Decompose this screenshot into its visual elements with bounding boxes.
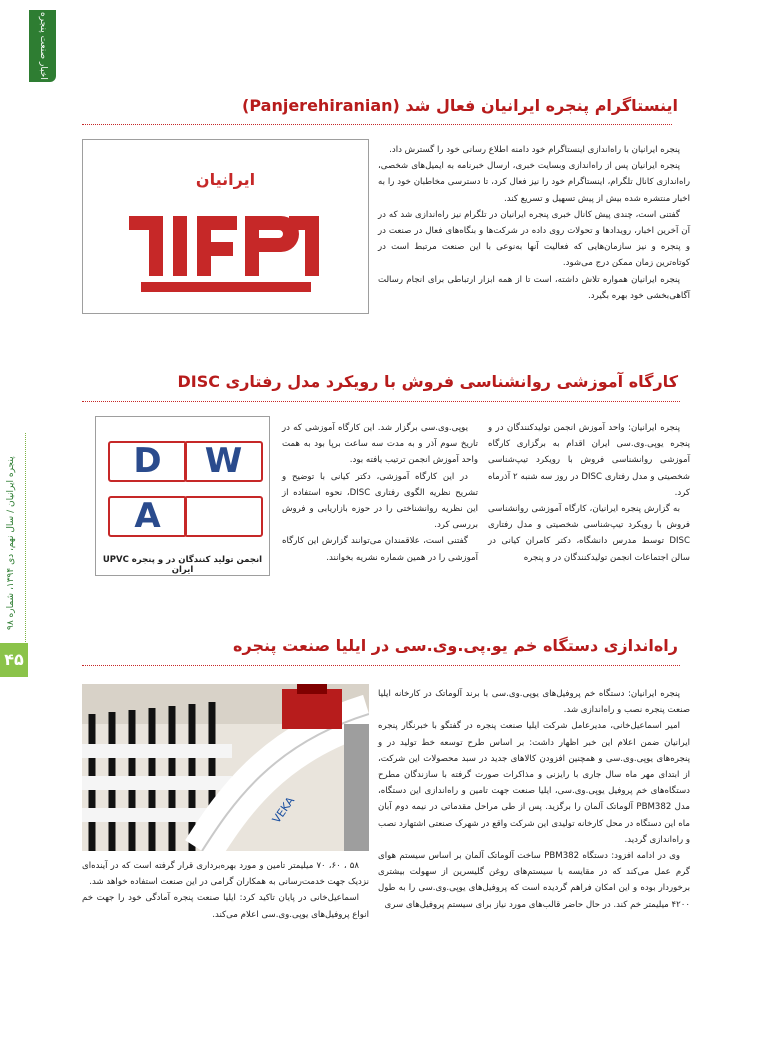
article1-paragraph: پنجره ایرانیان پس از راه‌اندازی وبسایت خبری، ارسال خبرنامه به ایمیل‌های شخصی، راه‌اندازی کانال تلگرام، اینستاگرام خود را نیز فعال کرد، تا دسترسی مخاطبان خود را به اخبار منتشره شده بیش از پیش تسهیل و تسریع کند. xyxy=(378,161,690,204)
article3-paragraph: پنجره ایرانیان: دستگاه خم پروفیل‌های یوپی.وی.سی با برند آلوماتک در کارخانه ایلیا صنعت پنجره نصب و راه‌اندازی شد. xyxy=(378,689,690,716)
article3-col-left xyxy=(82,858,369,934)
article2-paragraph: به گزارش پنجره ایرانیان، کارگاه آموزشی روانشناسی فروش با رویکرد تیپ‌شناسی شخصیتی و مدل رفتاری DISC توسط مدرس دانشگاه، دکتر کامران کیانی در سالن اجتماعات انجمن تولیدکنندگان در و پنجره xyxy=(488,504,690,563)
article2-divider xyxy=(82,401,680,402)
article1-title: اینستاگرام پنجره ایرانیان فعال شد (Panjerehiranian) xyxy=(242,96,678,115)
article3-paragraph: وی در ادامه افزود: دستگاه PBM382 ساخت آلوماتک آلمان بر اساس سیستم هوای گرم عمل می‌کند که در مقایسه با سیستم‌های روغن گلیسرین از سهولت بیشتری برخوردار بوده و این امکان فراهم گردیده است که پروفیل‌های یوپی.وی.سی را به طول ۴۲۰۰ میلیمتر خم کند. در حال حاضر قالب‌های مورد نیاز برای سیستم پروفیل‌های سری xyxy=(378,851,690,910)
article3-divider xyxy=(82,665,680,666)
section-tab-label: اخبار صنعت پنجره xyxy=(38,12,48,80)
article1-paragraph: پنجره ایرانیان با راه‌اندازی اینستاگرام خود دامنه اطلاع رسانی خود را گسترش داد. xyxy=(389,145,680,155)
disc-cell-empty xyxy=(184,496,263,537)
logo-word: ایرانیان xyxy=(195,170,256,189)
svg-text:VEKA: VEKA xyxy=(269,794,298,826)
disc-image-caption: انجمن تولید کنندگان در و پنجره UPVC ایران xyxy=(102,555,263,575)
article2-col-left xyxy=(282,420,478,580)
page-number: ۴۵ xyxy=(0,643,28,677)
article1-paragraph: گفتنی است، چندی پیش کانال خبری پنجره ایرانیان در تلگرام نیز راه‌اندازی شد که در آن آخرین اخبار، رویدادها و تحولات روی داده در شرکت‌ها و بنگاه‌های فعال در صنعت در و پنجره و نیز سازمان‌هایی که فعالیت آنها به‌نوعی با این صنعت مرتبط است در کوتاه‌ترین زمان ممکن درج می‌شود. xyxy=(378,209,690,269)
disc-cell-w: W xyxy=(184,441,263,482)
bending-machine-icon xyxy=(82,684,369,851)
bending-machine-photo xyxy=(82,684,369,851)
article1-paragraph: پنجره ایرانیان همواره تلاش داشته، است تا از همه ابزار ارتباطی برای انجام رسالت آگاهی‌بخشی خود بهره بگیرد. xyxy=(378,274,690,301)
disc-image-frame xyxy=(95,416,270,576)
article2-title: کارگاه آموزشی روانشناسی فروش با رویکرد مدل رفتاری DISC xyxy=(177,372,678,391)
article2-paragraph: در این کارگاه آموزشی، دکتر کیانی با توضیح و تشریح نظریه الگوی رفتاری DISC، نحوه استفاده از این نظریه روانشناختی را در حوزه بازاریابی و فروش بررسی کرد. xyxy=(282,471,478,531)
article1-body xyxy=(378,142,690,320)
ad-logo-frame xyxy=(82,139,369,314)
article3-paragraph: ۵۸ ، ۶۰، ۷۰ میلیمتر تامین و مورد بهره‌برداری قرار گرفته است که در آینده‌ای نزدیک جهت خدمت‌رسانی به همکاران گرامی در این صنعت استفاده خواهد شد. xyxy=(82,861,369,888)
disc-cell-d: D xyxy=(108,441,187,482)
article2-paragraph: پنجره ایرانیان: واحد آموزش انجمن تولیدکنندگان در و پنجره یوپی.وی.سی ایران اقدام به برگزاری کارگاه آموزشی روانشناسی فروش با رویکرد تیپ‌شناسی شخصیتی و مدل رفتاری DISC در روز سه شنبه ۲ آذرماه کرد. xyxy=(488,423,690,498)
section-tab xyxy=(29,10,56,82)
disc-cell-a: A xyxy=(108,496,187,537)
article3-paragraph: اسماعیل‌خانی در پایان تاکید کرد: ایلیا صنعت پنجره آمادگی خود را جهت خم انواع پروفیل‌های یوپی.وی.سی اعلام می‌کند. xyxy=(82,893,369,920)
issue-caption: پنجره ایرانیان / سال نهم، دی ۱۳۹۴، شماره ۹۸ xyxy=(6,456,16,630)
article2-col-right xyxy=(488,420,690,580)
article2-paragraph: گفتنی است، علاقمندان می‌توانند گزارش این کارگاه آموزشی را در همین شماره نشریه بخوانند. xyxy=(282,536,478,563)
article2-paragraph: یوپی.وی.سی برگزار شد. این کارگاه آموزشی که در تاریخ سوم آذر و به مدت سه ساعت برپا بود به همت واحد آموزش انجمن ترتیب یافته بود. xyxy=(282,423,478,466)
article3-title: راه‌اندازی دستگاه خم یو.پی.وی.سی در ایلیا صنعت پنجره xyxy=(233,636,678,655)
article3-paragraph: امیر اسماعیل‌خانی، مدیرعامل شرکت ایلیا صنعت پنجره در گفتگو با خبرنگار پنجره ایرانیان ضمن اعلام این خبر اظهار داشت: بر اساس طرح توسعه خط تولید در و پنجره‌های یوپی.وی.سی و همچنین افزودن کالاهای جدید در سبد محصولات این شرکت، از ابتدای مهر ماه سال جاری با رایزنی و مذاکرات صورت گرفته با سازندگان مطرح دستگاه‌های خم پروفیل یوپی.وی.سی، ایلیا صنعت جهت تامین و راه‌اندازی این دستگاه، مدل PBM382 آلوماتک آلمان را برگزید. پس از طی مراحل مقدماتی در نیمه دوم آبان ماه این دستگاه در محل کارخانه تولیدی این شرکت واقع در شهرک صنعتی اشتهارد نصب و راه‌اندازی گردید. xyxy=(378,721,691,845)
article1-divider xyxy=(82,124,672,125)
logo-emblem-icon xyxy=(123,196,325,306)
article3-col-right xyxy=(378,686,690,934)
